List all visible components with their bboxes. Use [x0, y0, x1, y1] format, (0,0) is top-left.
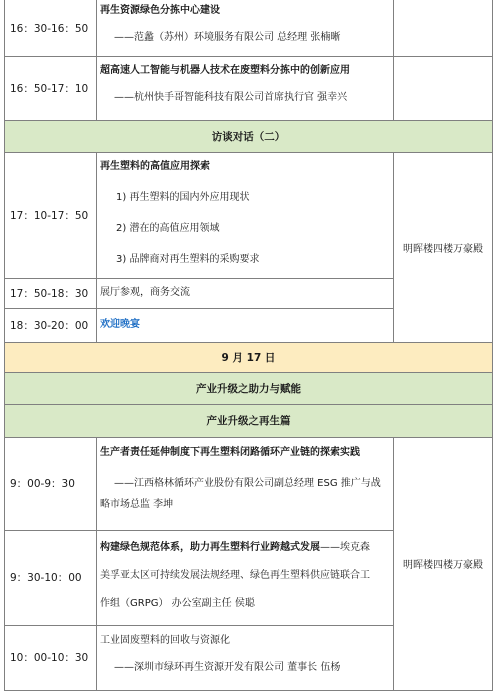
time-cell: 10：00-10：30: [10, 652, 89, 664]
session-speaker: ——埃克森: [320, 542, 370, 553]
divider: [96, 437, 97, 690]
session-cell: [96, 442, 393, 530]
time-cell: 9：00-9：30: [10, 478, 75, 490]
divider: [4, 342, 493, 343]
divider: [393, 437, 394, 690]
date-band: 9 月 17 日: [4, 342, 493, 372]
section-band-dialogue: 访谈对话（二）: [4, 120, 493, 152]
time-cell: 17：10-17：50: [10, 209, 89, 222]
divider: [4, 56, 493, 57]
divider: [96, 152, 97, 342]
session-speaker-cont: 略市场总监 李坤: [100, 499, 174, 510]
time-cell: 18：30-20：00: [10, 319, 89, 332]
time-cell: 9：30-10：00: [10, 572, 82, 584]
dialogue-item: 1) 再生塑料的国内外应用现状: [116, 192, 250, 203]
divider: [393, 152, 394, 342]
divider: [4, 120, 493, 121]
divider: [4, 625, 393, 626]
divider: [4, 372, 493, 373]
divider: [4, 530, 393, 531]
dinner-cell: 欢迎晚宴: [100, 319, 140, 330]
dialogue-item: 2) 潜在的高值应用领域: [116, 223, 220, 234]
session-cell: [96, 0, 393, 56]
divider: [393, 0, 394, 120]
divider: [4, 152, 493, 153]
session-speaker: ——杭州快手哥智能科技有限公司首席执行官 强幸兴: [114, 92, 348, 103]
venue-cell: 明晖楼四楼万豪殿: [403, 560, 483, 571]
session-title: 生产者责任延伸制度下再生塑料闭路循环产业链的探索实践: [100, 447, 360, 458]
session-title: 构建绿色规范体系，助力再生塑料行业跨越式发展: [100, 542, 320, 553]
venue-cell: 明晖楼四楼万豪殿: [403, 243, 483, 255]
session-speaker: ——江西格林循环产业股份有限公司副总经理 ESG 推广与战: [114, 478, 381, 489]
session-title: 工业固废塑料的回收与资源化: [100, 635, 230, 646]
session-cell: [96, 534, 393, 625]
time-cell: 16：50-17：10: [10, 82, 89, 95]
session-speaker: ——范蠡（苏州）环境服务有限公司 总经理 张楠晰: [114, 32, 341, 43]
time-cell: 17：50-18：30: [10, 287, 89, 300]
divider: [4, 0, 5, 691]
divider: [492, 0, 493, 691]
session-speaker-cont: 作组（GRPG） 办公室副主任 侯聪: [100, 598, 255, 609]
divider: [4, 278, 393, 279]
session-title-line: [100, 534, 389, 562]
divider: [4, 308, 393, 309]
expo-cell: 展厅参观，商务交流: [100, 287, 190, 298]
session-speaker-cont: 美孚亚太区可持续发展法规经理、绿色再生塑料供应链联合工: [100, 570, 370, 581]
subtheme-band: 产业升级之再生篇: [4, 404, 493, 437]
session-title: 超高速人工智能与机器人技术在废塑料分拣中的创新应用: [100, 65, 350, 76]
divider: [96, 0, 97, 120]
divider: [4, 690, 493, 691]
time-cell: 16：30-16：50: [10, 22, 89, 35]
divider: [4, 404, 493, 405]
divider: [4, 437, 493, 438]
dialogue-item: 3) 品牌商对再生塑料的采购要求: [116, 254, 260, 265]
session-cell: [96, 630, 393, 690]
theme-band: 产业升级之助力与赋能: [4, 372, 493, 404]
session-title: 再生资源绿色分拣中心建设: [100, 5, 220, 16]
session-speaker: ——深圳市绿环再生资源开发有限公司 董事长 伍杨: [114, 662, 341, 673]
dialogue-cell: [96, 156, 393, 276]
session-cell: [96, 60, 393, 120]
dialogue-title: 再生塑料的高值应用探索: [100, 161, 210, 172]
